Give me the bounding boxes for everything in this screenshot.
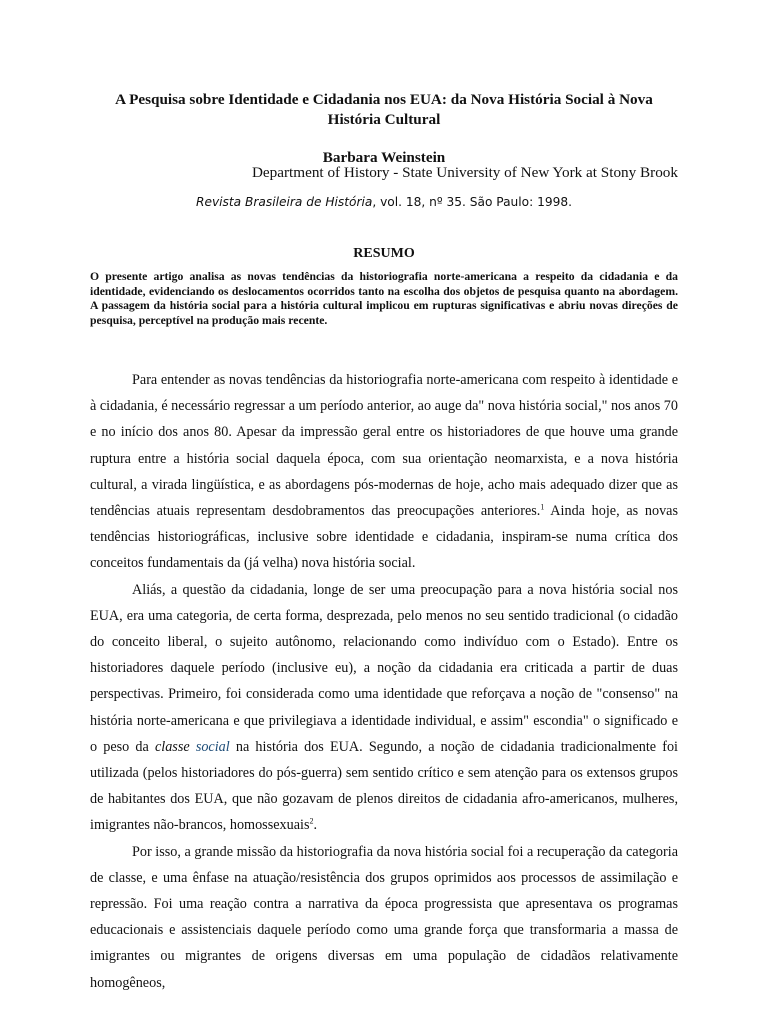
- paragraph-3: [90, 839, 678, 996]
- paragraph-2-text-b: na história dos EUA. Segundo, a noção de cidadania tradicionalmente foi utilizada (pelos historiadores do pós-guerra) sem sentido crítico e sem atenção para os extensos grupos de habitantes dos EUA, que não gozavam de plenos direitos de cidadania afro-americanos, mulheres, imigrantes não-brancos, homossexuais: [90, 738, 678, 834]
- journal-details: , vol. 18, nº 35. São Paulo: 1998.: [372, 195, 572, 209]
- footnote-ref-1: 1: [540, 502, 545, 512]
- author-affiliation: Department of History - State University of New York at Stony Brook: [251, 164, 678, 181]
- paragraph-2-text-a: Aliás, a questão da cidadania, longe de ser uma preocupação para a nova história social nos EUA, era uma categoria, de certa forma, desprezada, pelo menos no seu sentido tradicional (o cidadão do conceito liberal, o sujeito autônomo, relacionando como indivíduo com o Estado). Entre os historiadores daquele período (inclusive eu), a noção da cidadania era criticada a partir de duas perspectivas. Primeiro, foi considerada como uma identidade que reforçava a noção de "consenso" na história norte-americana e que privilegiava a identidade individual, e assim" escondia" o significado e o peso da: [90, 581, 678, 755]
- paragraph-1-text-b: Ainda hoje, as novas tendências historiográficas, inclusive sobre identidade e cidadania, inspiram-se numa crítica dos conceitos fundamentais da (já velha) nova história social.: [90, 503, 678, 572]
- paragraph-2-text-c: .: [313, 817, 318, 834]
- article-title: A Pesquisa sobre Identidade e Cidadania nos EUA: da Nova História Social à Nova História Cultural: [115, 91, 653, 128]
- journal-citation: [0, 193, 768, 211]
- footnote-ref-2: 2: [309, 816, 314, 826]
- abstract-text: O presente artigo analisa as novas tendências da historiografia norte-americana a respeito da cidadania e da identidade, evidenciando os deslocamentos ocorridos tanto na escolha dos objetos de pesquisa quanto na abordagem. A passagem da história social para a história cultural implicou em rupturas significativas e abriu novas direções de pesquisa, perceptível na produção mais recente.: [90, 270, 678, 327]
- paragraph-1-text-a: Para entender as novas tendências da historiografia norte-americana com respeito à identidade e à cidadania, é necessário regressar a um período anterior, ao auge da" nova história social," nos anos 70 e no início dos anos 80. Apesar da impressão geral entre os historiadores de que houve uma grande ruptura entre a história social daquela época, com sua orientação neomarxista, e a nova história cultural, a virada lingüística, e as abordagens pós-modernas de hoje, acho mais adequado dizer que as tendências atuais representam desdobramentos das preocupações anteriores.: [90, 372, 678, 520]
- paragraph-2: [90, 577, 678, 839]
- author-name: Barbara Weinstein: [322, 149, 446, 166]
- abstract-heading: RESUMO: [353, 246, 415, 261]
- article-body: [90, 367, 678, 996]
- emphasis-social: social: [195, 738, 230, 755]
- paragraph-1: [90, 367, 678, 577]
- paragraph-3-text: Por isso, a grande missão da historiografia da nova história social foi a recuperação da categoria de classe, e uma ênfase na atuação/resistência dos grupos oprimidos aos processos de assimilação e repressão. Foi uma reação contra a narrativa da época progressista que apresentava os programas educacionais e assistenciais daquele período como uma grande força que transformaria a massa de imigrantes ou migrantes de origens diversas em uma população de cidadãos relativamente homogêneos,: [90, 843, 678, 991]
- journal-name: Revista Brasileira de História: [195, 195, 373, 209]
- emphasis-classe: classe: [154, 738, 190, 755]
